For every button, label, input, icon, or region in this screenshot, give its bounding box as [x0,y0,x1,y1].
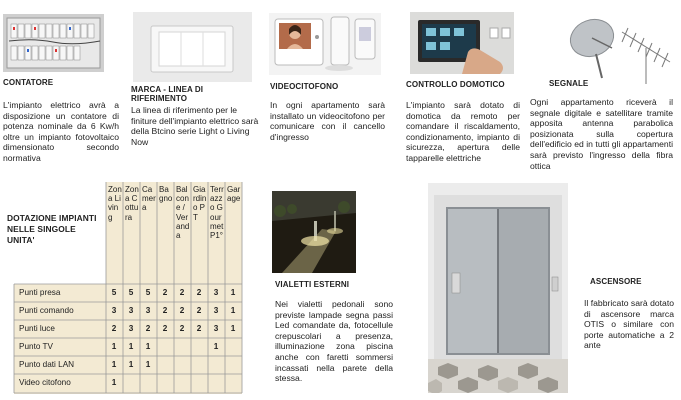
table-cell: 1 [145,360,151,369]
table-cell: 5 [128,288,134,297]
table-cell: 1 [111,342,117,351]
table-cell: 1 [128,342,134,351]
table-cell: 1 [145,342,151,351]
column-header: Bagno [159,185,173,204]
table-cell: 2 [111,324,117,333]
table-cell: 2 [196,324,202,333]
marca-text: La linea di riferimento per le finiture dell'impianto elettrico sarà della Btcino serie Light o Living Now [131,105,259,147]
row-label: Video citofono [19,378,71,387]
table-cell: 2 [179,306,185,315]
table-cell: 1 [213,342,219,351]
table-cell: 3 [213,288,219,297]
table-cell: 1 [111,360,117,369]
column-header: Giardino PT [193,185,207,222]
column-header: Garage [227,185,241,204]
column-header: Terrazzo Gourmet P1° [210,185,224,241]
table-cell: 3 [128,324,134,333]
contatore-text: L'impianto elettrico avrà a disposizione un contatore di potenza nominale da 6 Kw/h oltre un impianto fotovoltaico dimensionato secondo normativa [3,100,119,163]
videocitofono-title: VIDEOCITOFONO [270,82,339,91]
table-cell: 2 [162,324,168,333]
table-cell: 3 [111,306,117,315]
table-title: DOTAZIONE IMPIANTI NELLE SINGOLE UNITA' [7,213,97,245]
table-cell: 1 [128,360,134,369]
videocitofono-text: In ogni apartamento sarà installato un videocitofono per comunicare con il cancello d'ingresso [270,100,385,142]
marca-title: MARCA - LINEA DI RIFERIMENTO [131,85,204,103]
table-cell: 2 [162,288,168,297]
column-header: Camera [142,185,156,213]
table-cell: 2 [145,324,151,333]
domotico-text: L'impianto sarà dotato di domotica da remoto per comandare il riscaldamento, condizionamento, impianto di sicurezza, apertura delle tapparelle elettriche [406,100,520,163]
table-cell: 3 [213,306,219,315]
contatore-title: CONTATORE [3,78,54,87]
segnale-text: Ogni appartamento riceverà il segnale digitale e satellitare tramite apposita antenna parabolica posizionata sulla copertura dell'edificio ed in tutti gli appartamenti sarà previsto l'ingresso della fibra ottica [530,97,673,171]
ascensore-text: Il fabbricato sarà dotato di ascensore marca OTIS o similare con porte automatiche a 2 ante [584,298,674,351]
table-cell: 3 [128,306,134,315]
row-label: Punto TV [19,342,53,351]
table-cell: 3 [213,324,219,333]
table-cell: 5 [111,288,117,297]
segnale-title: SEGNALE [549,79,589,88]
table-cell: 5 [145,288,151,297]
table-cell: 3 [145,306,151,315]
table-cell: 1 [111,378,117,387]
row-label: Punti presa [19,288,61,297]
domotico-title: CONTROLLO DOMOTICO [406,80,505,89]
table-cell: 1 [230,288,236,297]
table-cell: 2 [196,288,202,297]
table-cell: 1 [230,324,236,333]
row-label: Punto dati LAN [19,360,75,369]
column-header: Zona Living [108,185,122,222]
column-header: Zona Cottura [125,185,139,222]
vialetti-title: VIALETTI ESTERNI [275,280,350,289]
row-label: Punti comando [19,306,74,315]
row-label: Punti luce [19,324,55,333]
column-header: Balcone / Veranda [176,185,190,241]
elevator-image [428,183,568,393]
ascensore-title: ASCENSORE [590,277,642,286]
table-cell: 2 [179,288,185,297]
table-cell: 2 [196,306,202,315]
table-cell: 1 [230,306,236,315]
vialetti-text: Nei vialetti pedonali sono previste lampade segna passi Led comandate da, fotocellule crepuscolari a presenza, illuminazione zona piscina anche con faretti sommersi incassati nella parete della stessa. [275,299,393,384]
garden-path-lamp-image [272,191,356,273]
table-cell: 2 [179,324,185,333]
table-cell: 2 [162,306,168,315]
